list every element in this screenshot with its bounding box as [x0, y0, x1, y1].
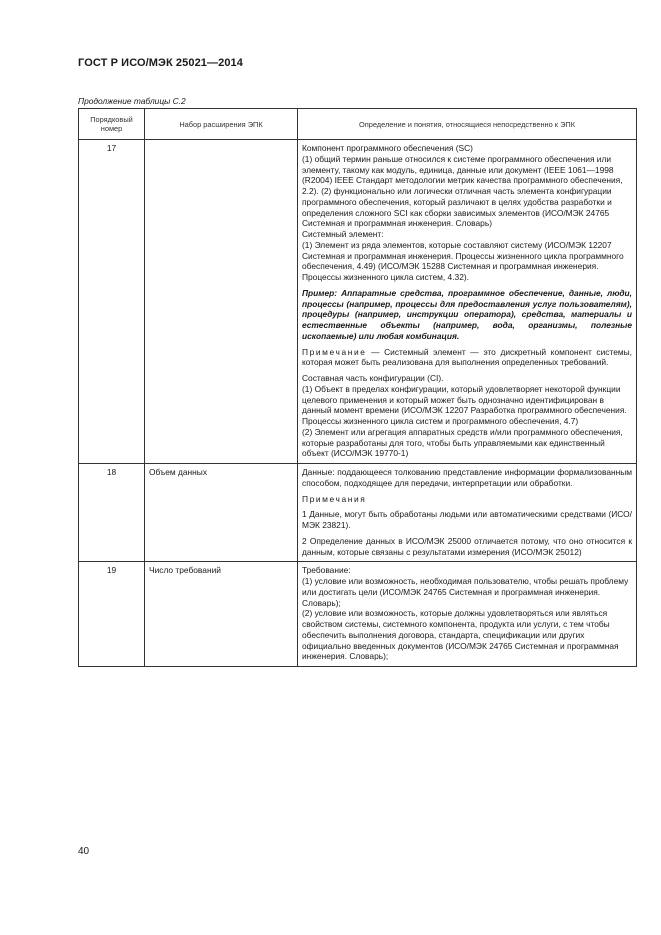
definition-paragraph: Требование: (1) условие или возможность, необходимая пользователю, чтобы решать проблему или достигать цели (ИСО/МЭК 24765 Системная и программная инженерия. Словарь); (2) условие или возможность, которые должны удовлетворяться или являться свойством системы, системного компонента, продукта или услуги, с тем чтобы обеспечить выполнения договора, стандарта, спецификации или других официально введенных документов (ИСО/МЭК 24765 Системная и программная инженерия. Словарь);	[302, 565, 629, 662]
definition-paragraph: Составная часть конфигурации (CI). (1) Объект в пределах конфигурации, который удовлетворяет некоторой функции целевого применения и который может быть однозначно идентифицирован в данный момент времени (ИСО/МЭК 12207 Разработка программного обеспечения. Процессы жизненного цикла систем и программного обеспечения, 4.7) (2) Элемент или агрегация аппаратных средств и/или программного обеспечения, которые разработаны для того, чтобы быть управляемыми как единственный объект (ИСО/МЭК 19770-1)	[302, 373, 627, 459]
column-header-extension-set: Набор расширения ЭПК	[145, 109, 298, 140]
row-number: 19	[79, 562, 145, 667]
row-number: 17	[79, 140, 145, 464]
row-name	[145, 140, 298, 464]
definition-example: Пример: Аппаратные средства, программное обеспечение, данные, люди, процессы (например, процессы для предоставления услуг пользователям), процедуры (например, инструкции оператора), средства, материалы и естественные объекты (например, вода, организмы, полезные ископаемые) или любая комбинация.	[302, 287, 632, 341]
row-definition	[298, 562, 637, 667]
row-name: Объем данных	[145, 464, 298, 562]
table-row	[79, 464, 637, 562]
definitions-table	[78, 108, 637, 667]
table-row	[79, 562, 637, 667]
definition-paragraph: Компонент программного обеспечения (SC) (1) общий термин раньше относился к системе программного обеспечения или элементу, такому как модуль, единица, данные или документ (IEEE 1061—1998 (R2004) IEEE Стандарт методологии метрик качества программного обеспечения, 2.2). (2) функционально или логически отличная часть элемента конфигурации программного обеспечения, который различают в целях удобства разработки и определения сложного SCI как сборки зависимых элементов (ИСО/МЭК 24765 Системная и программная инженерия. Словарь) Системный элемент: (1) Элемент из ряда элементов, которые составляют систему (ИСО/МЭК 12207 Системная и программная инженерия. Процессы жизненного цикла программного обеспечения, 4.49) (ИСО/МЭК 15288 Системная и программная инженерия. Процессы жизненного цикла систем, 4.32).	[302, 143, 624, 282]
table-caption: Продолжение таблицы С.2	[78, 96, 186, 106]
note-label: Примечание	[302, 346, 367, 357]
column-header-definition: Определение и понятия, относящиеся непосредственно к ЭПК	[298, 109, 637, 140]
row-number: 18	[79, 464, 145, 562]
row-definition	[298, 140, 637, 464]
table-header-row	[79, 109, 637, 140]
row-definition	[298, 464, 637, 562]
definition-paragraph: Данные: поддающееся толкованию представление информации формализованным способом, подходящее для передачи, интерпретации или обработки.	[302, 467, 632, 488]
definition-note: 2 Определение данных в ИСО/МЭК 25000 отличается потому, что оно относится к данным, которые связаны с результатами измерения (ИСО/МЭК 25012)	[302, 535, 632, 557]
document-header: ГОСТ Р ИСО/МЭК 25021—2014	[78, 57, 243, 69]
column-header-number: Порядковый номер	[79, 109, 145, 140]
definition-note: 1 Данные, могут быть обработаны людьми или автоматическими средствами (ИСО/МЭК 23821).	[302, 509, 632, 530]
notes-label: Примечания	[302, 493, 367, 504]
note-text: — Системный элемент — это дискретный компонент системы, которая может быть реализована для выполнения определенных требований.	[302, 346, 632, 368]
page-number: 40	[78, 846, 90, 857]
table-row	[79, 140, 637, 464]
definition-note	[302, 347, 632, 369]
row-name: Число требований	[145, 562, 298, 667]
